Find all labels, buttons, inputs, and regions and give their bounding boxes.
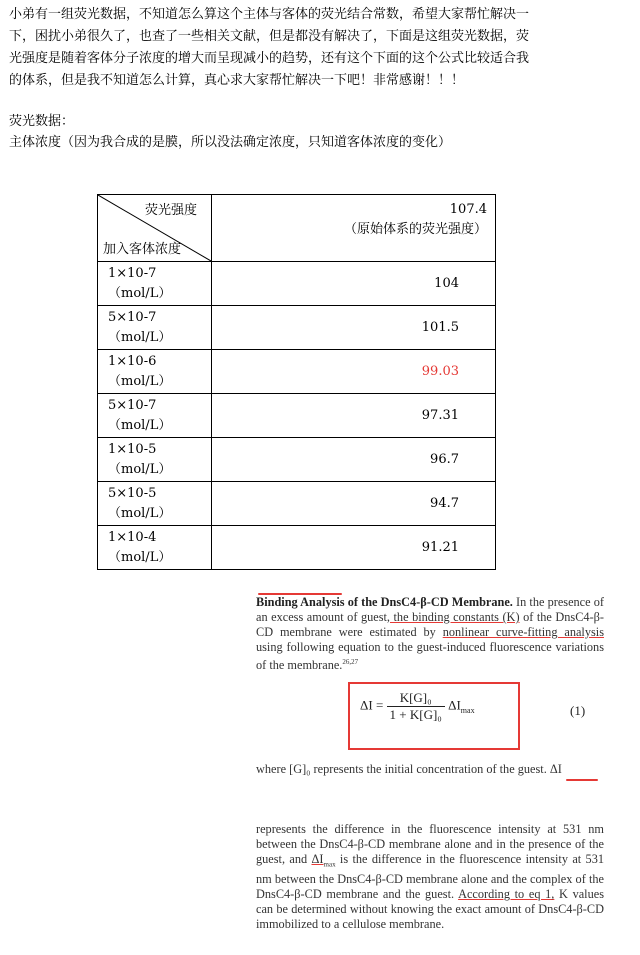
equation-rhs: ΔI [448,697,461,713]
intro-line: 光强度是随着客体分子浓度的增大而呈现减小的趋势，还有这个下面的这个公式比较适合我 [9,51,530,66]
paper-paragraph-3 [256,822,604,932]
paper-text-underlined: According to eq 1, [458,887,555,902]
paper-paragraph-1 [256,595,604,673]
intensity-cell: 101.5 [212,306,496,350]
equation-fraction [387,690,445,723]
table-row [98,394,496,438]
table-row [98,350,496,394]
paper-text: of the DnsC4-β-CD membrane were estimated by [256,610,605,639]
concentration-cell: 5×10-7 （mol/L） [98,306,212,350]
reference-superscript: 26,27 [342,658,359,666]
concentration-cell: 5×10-7 （mol/L） [98,394,212,438]
table-row [98,262,496,306]
baseline-cell [212,195,496,262]
baseline-note: （原始体系的荧光强度） [343,222,487,237]
paper-text: In the presence of an excess amount of guest, [256,595,604,624]
intensity-cell-highlighted: 99.03 [212,350,496,394]
equation-denominator: 1 + K[G]₀ [389,707,442,722]
intensity-cell: 91.21 [212,526,496,570]
baseline-value: 107.4 [449,202,487,217]
intro-line: 小弟有一组荧光数据，不知道怎么算这个主体与客体的荧光结合常数，希望大家帮忙解决一 [9,7,530,22]
diagonal-header-cell [98,195,212,262]
equation-number: (1) [570,703,586,718]
intro-text [9,4,609,92]
intro-line: 下，困扰小弟很久了，也查了一些相关文献，但是都没有解决了，下面是这组荧光数据，荧 [9,29,530,44]
concentration-cell: 1×10-4 （mol/L） [98,526,212,570]
fluorescence-table [97,194,496,570]
table-row [98,438,496,482]
equation [360,690,475,723]
host-concentration-note: 主体浓度（因为我合成的是膜，所以没法确定浓度，只知道客体浓度的变化） [9,135,452,150]
equation-numerator: K[G]₀ [387,690,445,707]
paper-text: is the difference in the fluorescence intensity at 531 nm between the DnsC4-β-CD membrane alone and the complex of the DnsC4-β-CD membrane and the guest. [256,852,604,902]
intensity-cell: 94.7 [212,482,496,526]
paper-text: K values can be determined without knowing the exact amount of DnsC4-β-CD immobilized to a cellulose membrane. [256,887,604,932]
intensity-cell: 97.31 [212,394,496,438]
paper-text: represents the difference in the fluorescence intensity at 531 nm between the DnsC4-β-CD membrane alone and in the presence of the guest, and [256,822,604,866]
paper-heading: Binding Analysis of the DnsC4-β-CD Membrane. [256,595,513,609]
intro-line: 的体系，但是我不知道怎么计算，真心求大家帮忙解决一下吧！非常感谢！！！ [9,73,465,88]
equation-lhs: ΔI = [360,697,384,713]
highlight-underline [566,779,598,781]
section-label: 荧光数据： [9,114,75,129]
header-intensity: 荧光强度 [144,203,197,218]
table-row [98,482,496,526]
intensity-cell: 104 [212,262,496,306]
paper-text-underlined: $\Delta I_{max}$ [311,852,336,869]
table-header-row [98,195,496,262]
paper-text-underlined: nonlinear curve-fitting analysis [442,625,604,639]
concentration-cell: 1×10-7 （mol/L） [98,262,212,306]
intensity-cell: 96.7 [212,438,496,482]
paper-paragraph-2: where [G]₀ represents the initial concentration of the guest. ΔI [256,762,562,776]
table-row [98,306,496,350]
table-row [98,526,496,570]
concentration-cell: 1×10-5 （mol/L） [98,438,212,482]
paper-text-underlined: the binding constants (K) [389,610,520,624]
concentration-cell: 5×10-5 （mol/L） [98,482,212,526]
equation-subscript: max [460,706,475,716]
paper-text: using following equation to the guest-induced fluorescence variations of the membrane. [256,640,604,673]
header-guest-concentration: 加入客体浓度 [103,242,182,257]
concentration-cell: 1×10-6 （mol/L） [98,350,212,394]
